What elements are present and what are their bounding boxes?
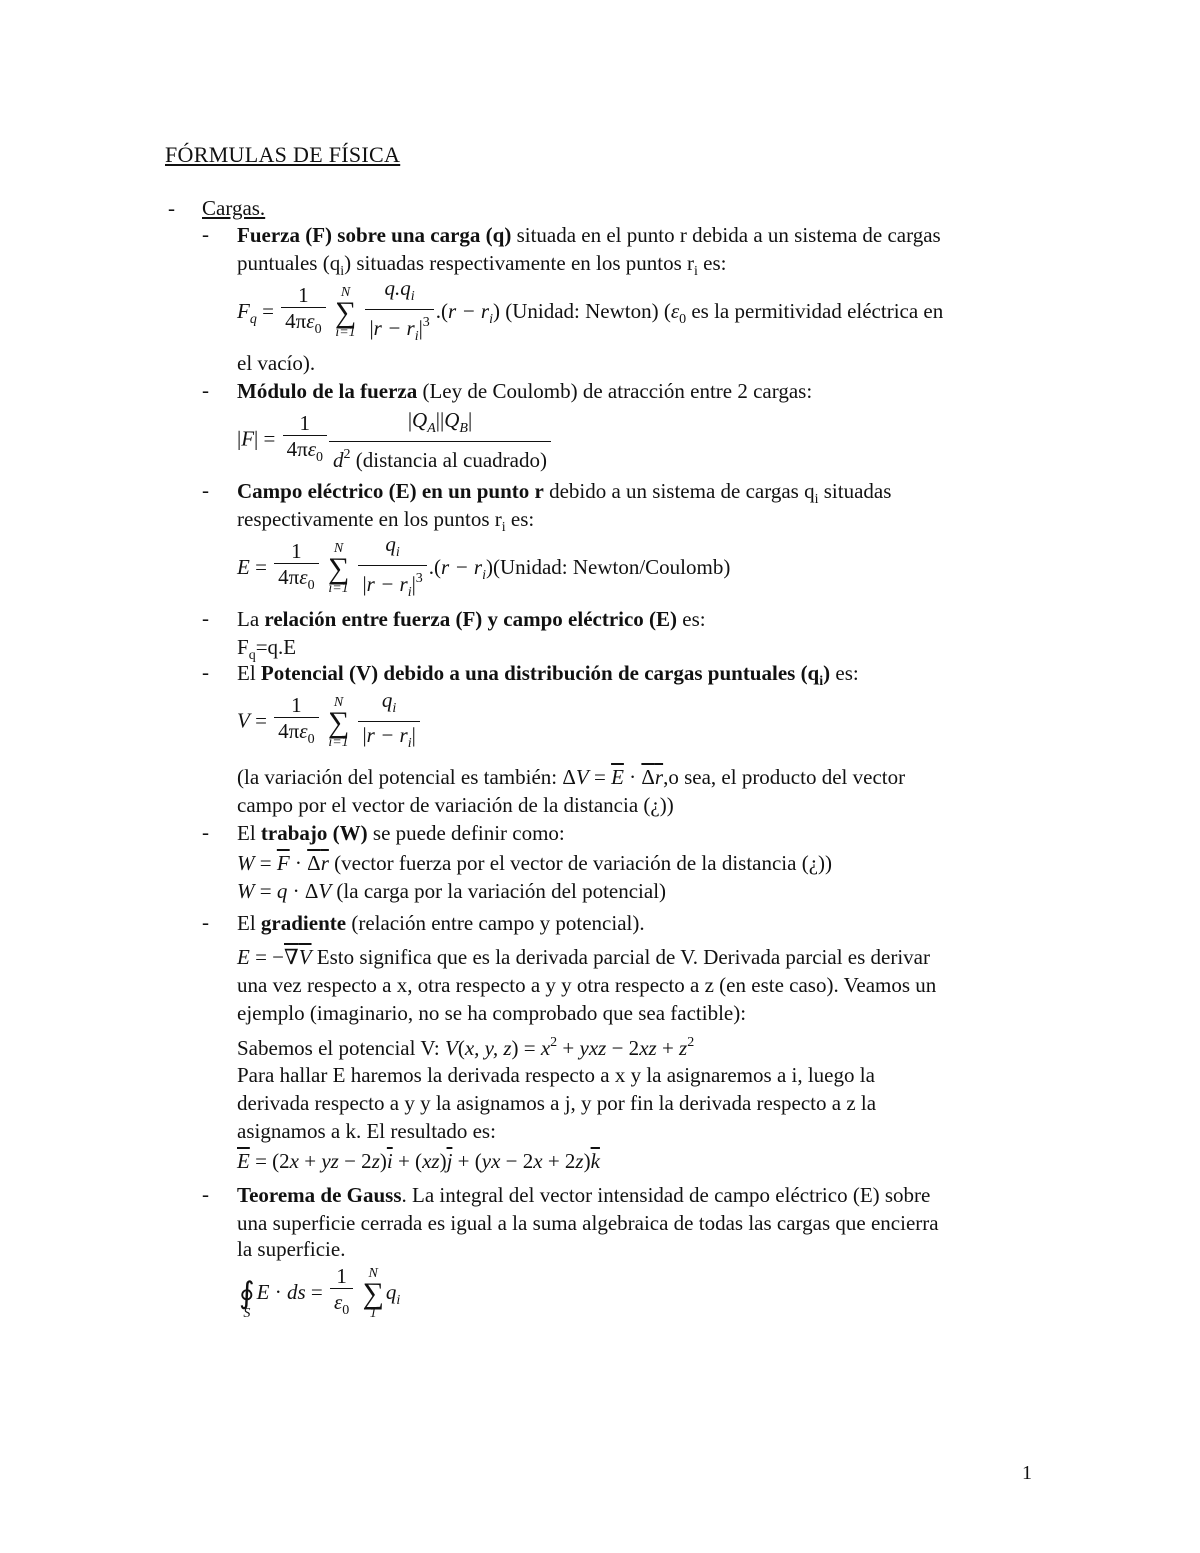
bullet-dash: - xyxy=(202,606,209,630)
gradiente-l6: derivada respecto a y y la asignamos a j, y por fin la derivada respecto a z la xyxy=(237,1091,877,1115)
fuerza-line-2: puntuales $(q_i)$ situadas respectivamente en los puntos $r_i$ es: xyxy=(237,251,727,279)
gauss-l2: una superficie cerrada es igual a la suma algebraica de todas las cargas que encierra xyxy=(237,1211,939,1235)
gradiente-l2: una vez respecto a x, otra respecto a y y otra respecto a z (en este caso). Veamos un xyxy=(237,973,937,997)
gradiente-l3: ejemplo (imaginario, no se ha comprobado que sea factible): xyxy=(237,1001,747,1025)
page-title: FÓRMULAS DE FÍSICA xyxy=(165,142,401,167)
potencial-line: El Potencial (V) debido a una distribución de cargas puntuales $(q_i)$ es: xyxy=(237,661,859,689)
campo-formula: E = $\frac{1}{4\pi\varepsilon_0}$ N ∑ i=1 $\frac{q_i}{|r - r_i|^3}$ $.(r - r_i)(Unidad$: Newton/Coulomb) xyxy=(237,532,731,600)
bullet-dash: - xyxy=(202,910,209,934)
bullet-dash: - xyxy=(202,478,209,502)
bullet-dash: - xyxy=(202,378,209,402)
modulo-line: Módulo de la fuerza (Ley de Coulomb) de atracción entre 2 cargas: xyxy=(237,379,813,403)
gradiente-l7: asignamos a k. El resultado es: xyxy=(237,1119,496,1143)
gradiente-l4: Sabemos el potencial V: V(x, y, $z) = x^2$ + yxz − $2xz + z^2$ xyxy=(237,1035,695,1060)
bullet-dash: - xyxy=(202,820,209,844)
potencial-note-1: (la variación del potencial es también: $\Delta V = \overline{E} \cdot \Delta r,o$ sea, el producto del vector xyxy=(237,765,906,789)
trabajo-eq-2: W = q · ΔV (la carga por la variación del potencial) xyxy=(237,879,667,903)
relacion-eq: $F_q=q.E$ xyxy=(237,635,297,663)
bullet-dash: - xyxy=(202,1182,209,1206)
campo-line-1: Campo eléctrico (E) en un punto r debido a un sistema de cargas $q_i$ situadas xyxy=(237,479,892,507)
bullet-dash: - xyxy=(202,660,209,684)
trabajo-line: El trabajo (W) se puede definir como: xyxy=(237,821,565,845)
bullet-dash: - xyxy=(168,196,175,220)
bullet-dash: - xyxy=(202,222,209,246)
gauss-formula: ∮ S E · ds = $\frac{1}{\varepsilon_0}$ N ∑ 1 $q_i$ xyxy=(239,1264,401,1321)
fuerza-line-1: Fuerza (F) sobre una carga (q) situada en el punto r debida a un sistema de cargas xyxy=(237,223,941,247)
gradiente-line: El gradiente (relación entre campo y potencial). xyxy=(237,911,645,935)
campo-line-2: respectivamente en los puntos $r_i$ es: xyxy=(237,507,535,535)
potencial-formula: V = $\frac{1}{4\pi\varepsilon_0}$ N ∑ i=1 $\frac{q_i}{|r - r_i|}$ xyxy=(237,688,422,757)
gauss-l3: la superficie. xyxy=(237,1237,346,1261)
gradiente-l5: Para hallar E haremos la derivada respecto a x y la asignaremos a i, luego la xyxy=(237,1063,875,1087)
gauss-l1: Teorema de Gauss. La integral del vector intensidad de campo eléctrico (E) sobre xyxy=(237,1183,931,1207)
relacion-line: La relación entre fuerza (F) y campo eléctrico (E) es: xyxy=(237,607,706,631)
fuerza-line-last: el vacío). xyxy=(237,351,316,375)
gradiente-l1: E = −∇V Esto significa que es la derivada parcial de V. Derivada parcial es derivar xyxy=(237,945,930,969)
page-number: 1 xyxy=(1022,1462,1032,1484)
gradiente-result: $\overline{E} = (2x$ + yz − $2z)\overline{i} + (xz)\overline{j} + (yx - 2x + 2z)\overline{k}$ xyxy=(237,1149,600,1173)
section-heading: Cargas. xyxy=(202,196,266,220)
fuerza-formula: $F_q$ = $\frac{1}{4\pi\varepsilon_0}$ N ∑ i=1 $\frac{q.q_i}{|r - r_i|^3}$ $.(r - r_i)$ (Unidad: Newton) ($\varepsilon_0$ es la permitividad eléctrica en xyxy=(237,276,944,344)
trabajo-eq-1: $W = \overline{F} \cdot \Delta r$ (vector fuerza por el vector de variación de la distancia (¿)) xyxy=(237,851,833,875)
potencial-note-2: campo por el vector de variación de la distancia (¿)) xyxy=(237,793,674,817)
coulomb-formula: |F| = $\frac{1}{4\pi\varepsilon_0}$ $\frac{|Q_A||Q_B|}{d^2 (distancia al cuadrado)}$ xyxy=(237,408,553,473)
